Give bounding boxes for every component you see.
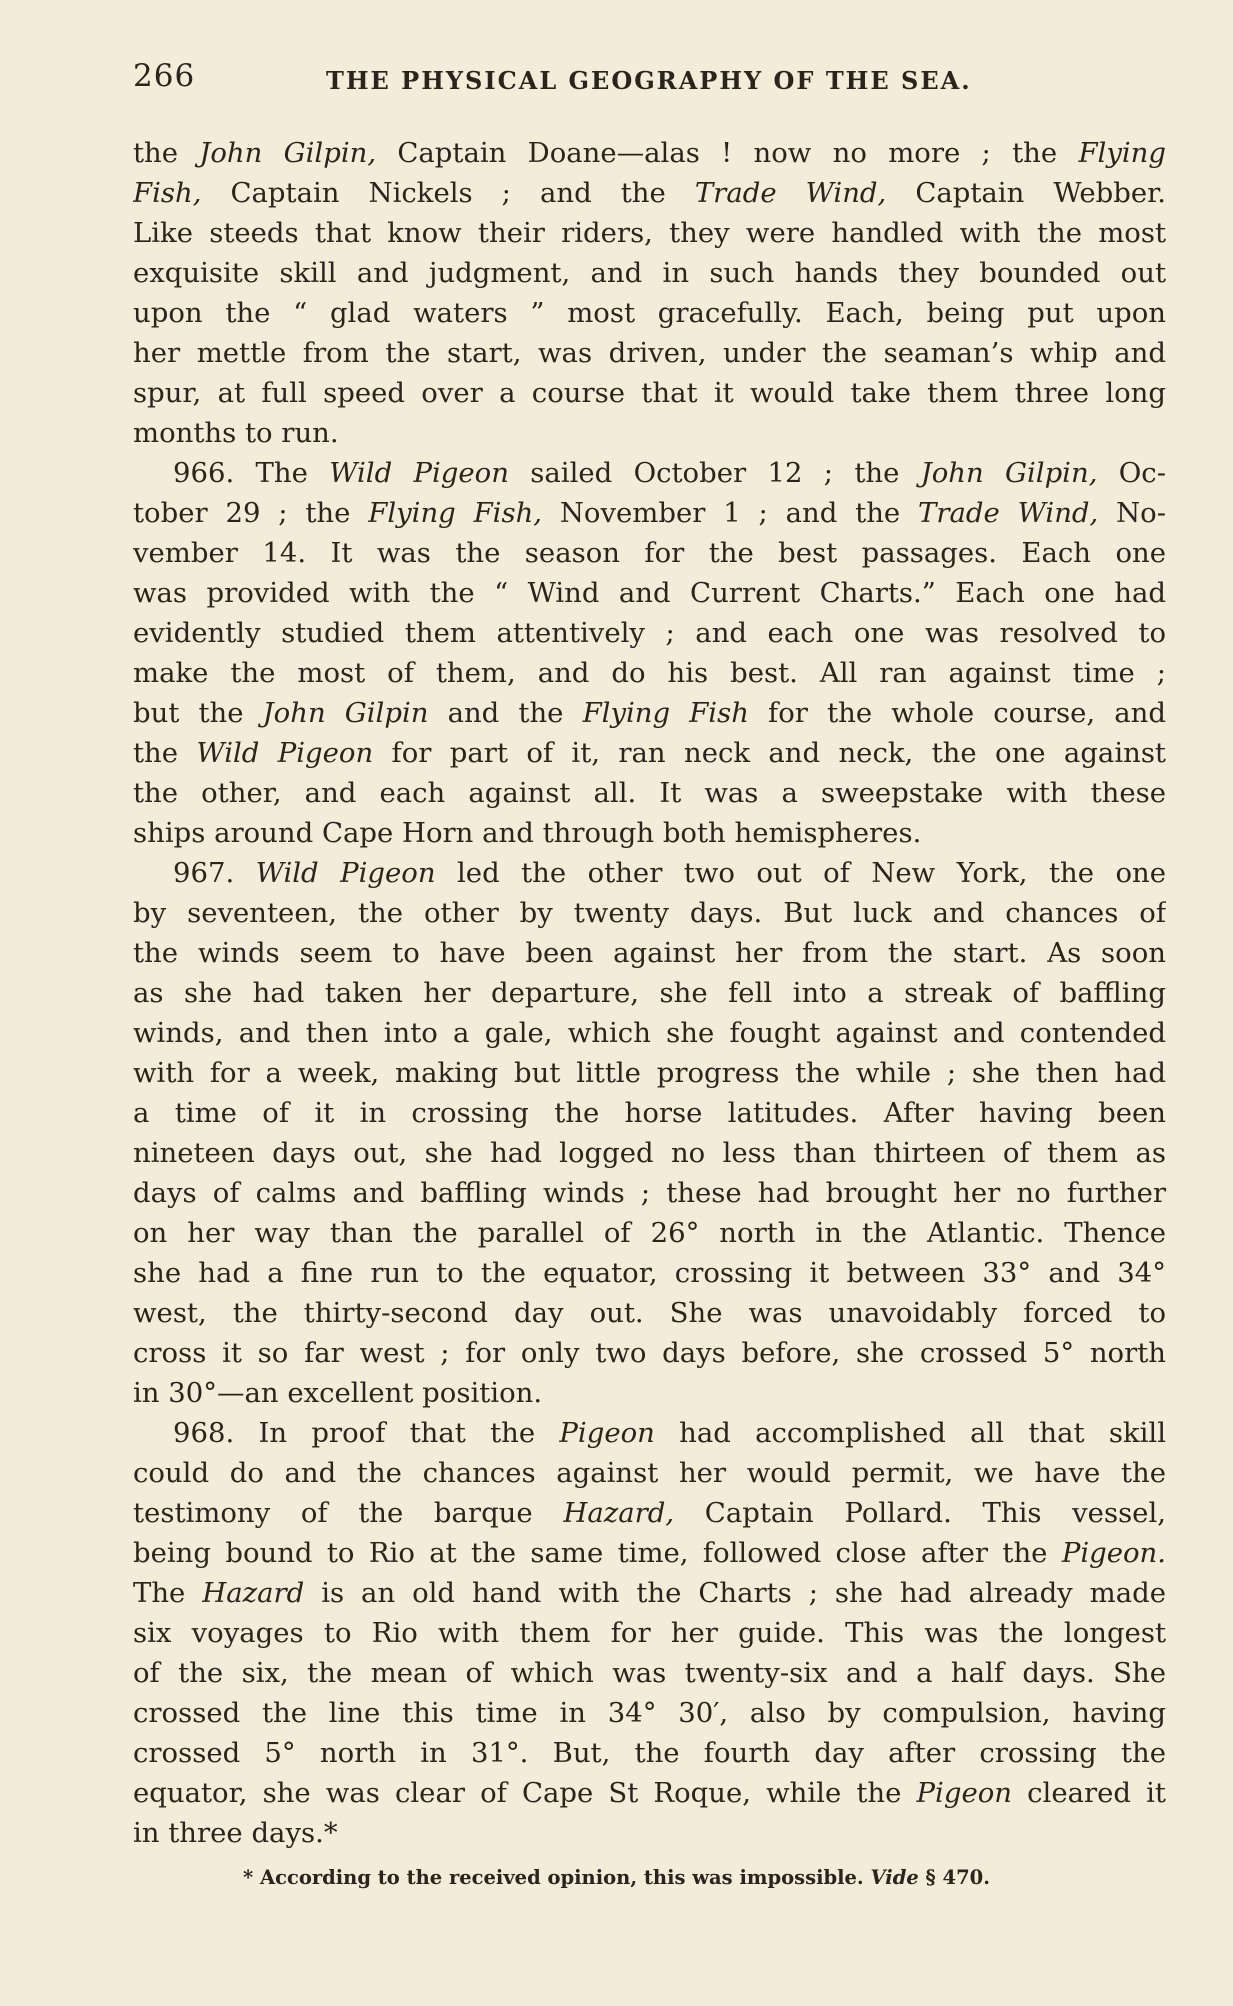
italic-run: Flying Fish xyxy=(582,697,749,729)
italic-run: Vide xyxy=(870,1866,919,1889)
page-number: 266 xyxy=(133,58,196,94)
text-line: in 30°—an excellent position. xyxy=(133,1377,543,1409)
text-line: testimony of the barque Hazard, Captain Pollard. This vessel, xyxy=(133,1497,1166,1529)
italic-run: John Gilpin, xyxy=(920,457,1098,489)
text-line: Like steeds that know their riders, they were handled with the most xyxy=(133,217,1166,249)
text-line: being bound to Rio at the same time, followed close after the Pigeon. xyxy=(133,1537,1166,1569)
italic-run: John Gilpin, xyxy=(199,137,377,169)
text-line: the other, and each against all. It was a sweepstake with these xyxy=(133,777,1166,809)
text-line: upon the “ glad waters ” most gracefully. Each, being put upon xyxy=(133,297,1166,329)
text-line: could do and the chances against her would permit, we have the xyxy=(133,1457,1166,1489)
text-line: winds, and then into a gale, which she fought against and contended xyxy=(133,1017,1166,1049)
italic-run: Trade Wind, xyxy=(918,497,1099,529)
italic-run: Trade Wind, xyxy=(694,177,887,209)
italic-run: Hazard, xyxy=(563,1497,675,1529)
running-title: THE PHYSICAL GEOGRAPHY OF THE SEA. xyxy=(326,66,972,95)
italic-run: Wild Pigeon xyxy=(329,457,509,489)
text-line: The Hazard is an old hand with the Charts ; she had already made xyxy=(133,1577,1166,1609)
text-line: of the six, the mean of which was twenty-six and a half days. She xyxy=(133,1657,1166,1689)
text-line: west, the thirty-second day out. She was unavoidably forced to xyxy=(133,1297,1166,1329)
paragraph-966-start: 966. The Wild Pigeon sailed October 12 ; the John Gilpin, Oc- xyxy=(173,457,1166,489)
italic-run: Pigeon xyxy=(559,1417,655,1449)
italic-run: Pigeon. xyxy=(1061,1537,1166,1569)
text-line: vember 14. It was the season for the best passages. Each one xyxy=(133,537,1166,569)
text-line: with for a week, making but little progress the while ; she then had xyxy=(133,1057,1166,1089)
text-line: by seventeen, the other by twenty days. But luck and chances of xyxy=(133,897,1166,929)
italic-run: Hazard xyxy=(202,1577,305,1609)
text-line: make the most of them, and do his best. All ran against time ; xyxy=(133,657,1166,689)
italic-run: Flying Fish, xyxy=(368,497,543,529)
text-line: in three days.* xyxy=(133,1817,338,1849)
text-line: six voyages to Rio with them for her guide. This was the longest xyxy=(133,1617,1166,1649)
paragraph-967-start: 967. Wild Pigeon led the other two out of New York, the one xyxy=(173,857,1166,889)
text-line: was provided with the “ Wind and Current Charts.” Each one had xyxy=(133,577,1166,609)
text-line: Fish, Captain Nickels ; and the Trade Wind, Captain Webber. xyxy=(133,177,1166,209)
text-line: the winds seem to have been against her from the start. As soon xyxy=(133,937,1166,969)
italic-run: John Gilpin xyxy=(262,697,429,729)
italic-run: Wild Pigeon xyxy=(196,737,374,769)
text-line: crossed 5° north in 31°. But, the fourth day after crossing the xyxy=(133,1737,1166,1769)
text-line: crossed the line this time in 34° 30′, also by compulsion, having xyxy=(133,1697,1166,1729)
italic-run: Wild Pigeon xyxy=(255,857,436,889)
text-line: spur, at full speed over a course that it would take them three long xyxy=(133,377,1166,409)
text-line: the Wild Pigeon for part of it, ran neck and neck, the one against xyxy=(133,737,1166,769)
paragraph-968-start: 968. In proof that the Pigeon had accomplished all that skill xyxy=(173,1417,1166,1449)
page-header xyxy=(133,58,1166,104)
italic-run: Fish, xyxy=(133,177,202,209)
text-line: nineteen days out, she had logged no less than thirteen of them as xyxy=(133,1137,1166,1169)
body-text xyxy=(133,133,1166,1853)
text-line: tober 29 ; the Flying Fish, November 1 ; and the Trade Wind, No- xyxy=(133,497,1166,529)
text-line: but the John Gilpin and the Flying Fish for the whole course, and xyxy=(133,697,1166,729)
italic-run: Flying xyxy=(1078,137,1166,169)
text-line: her mettle from the start, was driven, under the seaman’s whip and xyxy=(133,337,1166,369)
text-line: the John Gilpin, Captain Doane—alas ! now no more ; the Flying xyxy=(133,137,1166,169)
text-line: days of calms and baffling winds ; these had brought her no further xyxy=(133,1177,1166,1209)
text-line: ships around Cape Horn and through both hemispheres. xyxy=(133,817,922,849)
text-line: equator, she was clear of Cape St Roque, while the Pigeon cleared it xyxy=(133,1777,1166,1809)
text-line: as she had taken her departure, she fell into a streak of baffling xyxy=(133,977,1166,1009)
text-line: a time of it in crossing the horse latitudes. After having been xyxy=(133,1097,1166,1129)
text-line: months to run. xyxy=(133,417,339,449)
text-line: exquisite skill and judgment, and in such hands they bounded out xyxy=(133,257,1166,289)
text-line: cross it so far west ; for only two days before, she crossed 5° north xyxy=(133,1337,1166,1369)
text-line: evidently studied them attentively ; and each one was resolved to xyxy=(133,617,1166,649)
italic-run: Pigeon xyxy=(916,1777,1012,1809)
footnote: * According to the received opinion, this was impossible. Vide § 470. xyxy=(243,1866,991,1889)
text-line: on her way than the parallel of 26° north in the Atlantic. Thence xyxy=(133,1217,1166,1249)
text-line: she had a fine run to the equator, crossing it between 33° and 34° xyxy=(133,1257,1166,1289)
